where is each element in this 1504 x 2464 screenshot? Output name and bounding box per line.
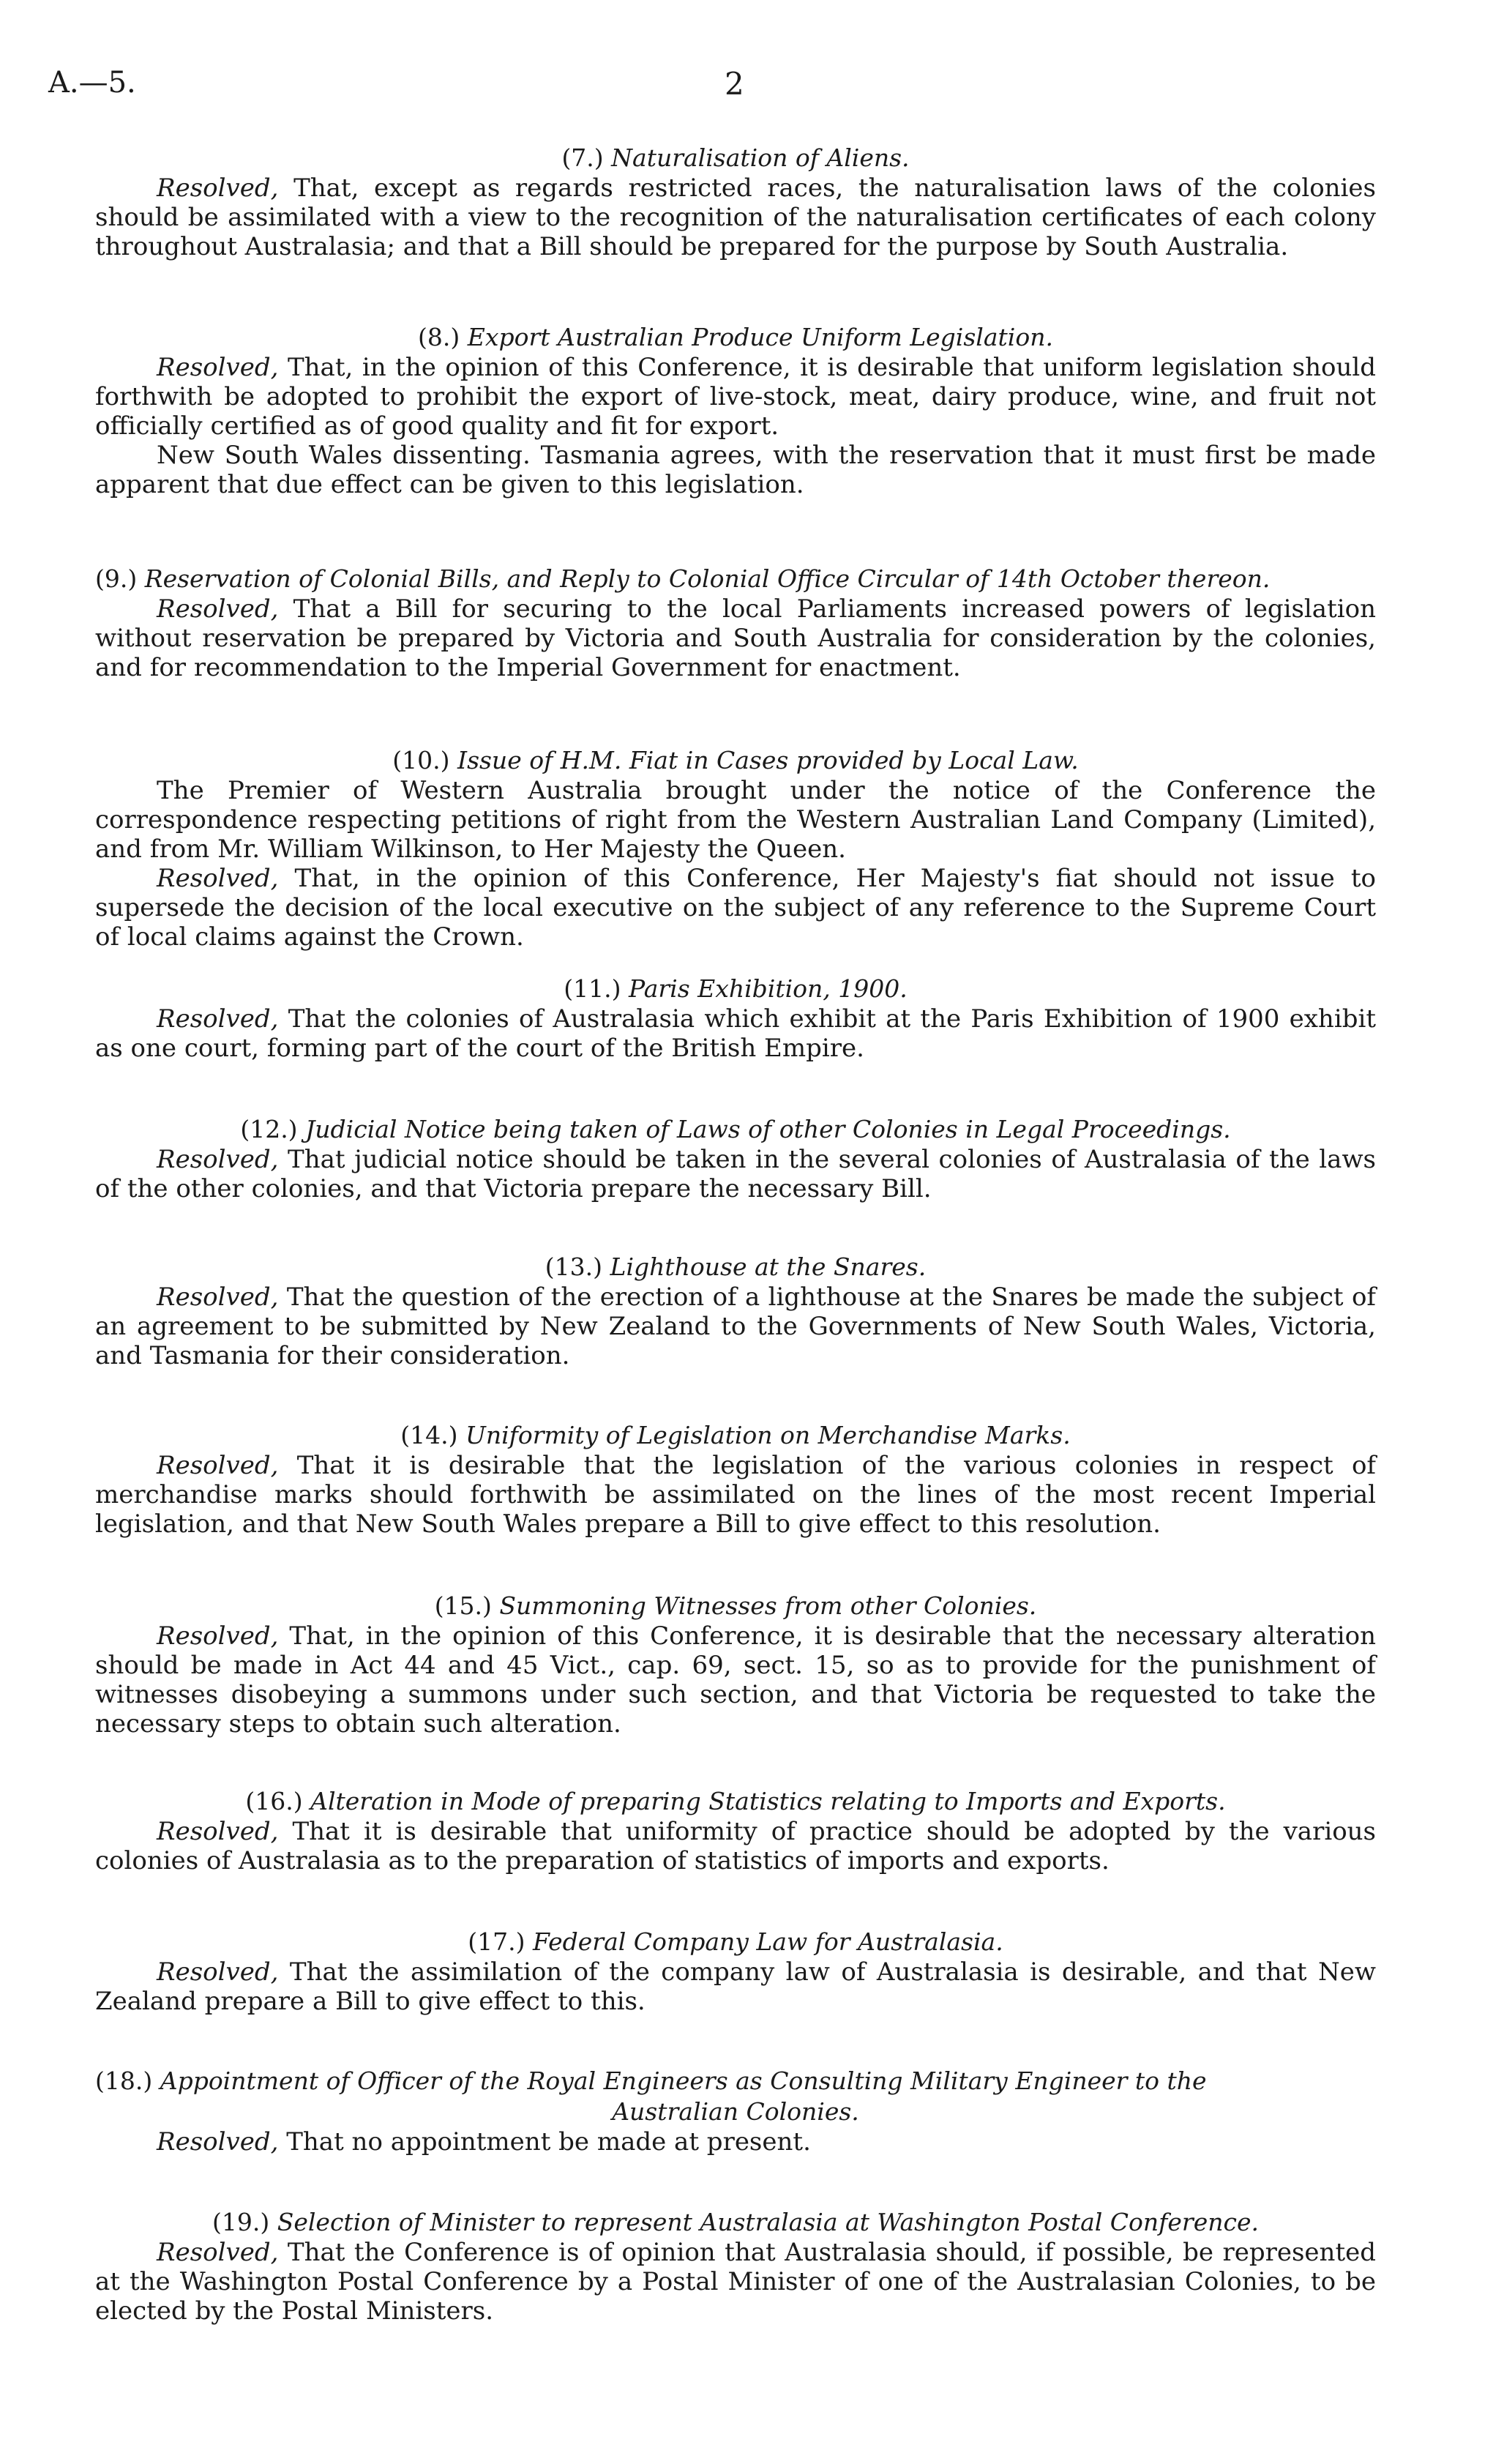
section-heading: (11.) Paris Exhibition, 1900. xyxy=(564,974,908,1003)
section-heading: (18.) Appointment of Officer of the Royal Engineers as Consulting Military Engineer to the xyxy=(95,2067,1207,2095)
section-summoning-witnesses xyxy=(95,1591,1376,1739)
section-export-produce xyxy=(95,322,1376,499)
section-paris-exhibition xyxy=(95,974,1376,1063)
section-heading: (10.) Issue of H.M. Fiat in Cases provided by Local Law. xyxy=(392,746,1079,774)
resolution-paragraph: Resolved, That the assimilation of the company law of Australasia is desirable, and that New Zealand prepare a Bill to give effect to this. xyxy=(95,1957,1377,2016)
section-heading: (17.) Federal Company Law for Australasia. xyxy=(468,1927,1003,1956)
section-heading: (8.) Export Australian Produce Uniform Legislation. xyxy=(418,323,1053,351)
resolution-paragraph: Resolved, That no appointment be made at present. xyxy=(157,2127,811,2157)
section-naturalisation xyxy=(95,143,1376,261)
page-number: 2 xyxy=(725,66,744,102)
resolution-paragraph: Resolved, That, in the opinion of this Conference, it is desirable that the necessary alteration should be made in Act 44 and 45 Vict., cap. 69, sect. 15, so as to provide for the punishment of witnesses disobeying a summons under such section, and that Victoria be requested to take the necessary steps to obtain such alteration. xyxy=(95,1621,1376,1739)
resolution-paragraph: Resolved, That the question of the erection of a lighthouse at the Snares be made the subject of an agreement to be submitted by New Zealand to the Governments of New South Wales, Victoria, and Tasmania for their consideration. xyxy=(95,1283,1376,1370)
resolution-paragraph: Resolved, That it is desirable that uniformity of practice should be adopted by the various colonies of Australasia as to the preparation of statistics of imports and exports. xyxy=(95,1817,1377,1875)
section-heading: (16.) Alteration in Mode of preparing Statistics relating to Imports and Exports. xyxy=(245,1787,1226,1815)
section-heading-continued: Australian Colonies. xyxy=(612,2097,859,2126)
section-heading: (14.) Uniformity of Legislation on Merchandise Marks. xyxy=(400,1421,1071,1449)
page-reference: A.—5. xyxy=(48,66,136,100)
resolution-paragraph: Resolved, That, in the opinion of this Conference, it is desirable that uniform legislation should forthwith be adopted to prohibit the export of live-stock, meat, dairy produce, wine, and fruit not officially certified as of good quality and fit for export. xyxy=(95,353,1377,441)
section-heading: (9.) Reservation of Colonial Bills, and Reply to Colonial Office Circular of 14th October thereon. xyxy=(95,564,1271,593)
section-washington-postal xyxy=(95,2207,1376,2326)
section-lighthouse xyxy=(95,1252,1376,1370)
resolution-paragraph: Resolved, That the Conference is of opinion that Australasia should, if possible, be represented at the Washington Postal Conference by a Postal Minister of one of the Australasian Colonies, to be elected by the Postal Ministers. xyxy=(95,2238,1377,2326)
resolution-paragraph: Resolved, That, in the opinion of this Conference, Her Majesty's fiat should not issue to supersede the decision of the local executive on the subject of any reference to the Supreme Court of local claims against the Crown. xyxy=(95,864,1376,952)
section-heading: (15.) Summoning Witnesses from other Colonies. xyxy=(434,1591,1037,1620)
section-colonial-bills xyxy=(95,564,1376,682)
section-heading: (19.) Selection of Minister to represent Australasia at Washington Postal Conference. xyxy=(212,2208,1259,2236)
statement-paragraph: The Premier of Western Australia brought under the notice of the Conference the correspondence respecting petitions of right from the Western Australian Land Company (Limited), and from Mr. William Wilkinson, to Her Majesty the Queen. xyxy=(95,776,1376,864)
section-company-law xyxy=(95,1927,1376,2016)
section-judicial-notice xyxy=(95,1114,1376,1203)
section-heading: (13.) Lighthouse at the Snares. xyxy=(545,1252,927,1281)
resolution-paragraph: Resolved, That it is desirable that the legislation of the various colonies in respect of merchandise marks should forthwith be assimilated on the lines of the most recent Imperial legislation, and that New South Wales prepare a Bill to give effect to this resolution. xyxy=(95,1451,1376,1539)
note-paragraph: New South Wales dissenting. Tasmania agrees, with the reservation that it must first be made apparent that due effect can be given to this legislation. xyxy=(95,441,1376,499)
section-royal-engineers xyxy=(95,2066,1376,2157)
section-heading: (12.) Judicial Notice being taken of Laws of other Colonies in Legal Proceedings. xyxy=(240,1115,1231,1143)
section-hm-fiat xyxy=(95,745,1376,952)
section-heading: (7.) Naturalisation of Aliens. xyxy=(561,143,910,172)
section-merchandise-marks xyxy=(95,1420,1376,1539)
resolution-paragraph: Resolved, That judicial notice should be taken in the several colonies of Australasia of the laws of the other colonies, and that Victoria prepare the necessary Bill. xyxy=(95,1145,1376,1203)
section-statistics xyxy=(95,1786,1376,1875)
resolution-paragraph: Resolved, That the colonies of Australasia which exhibit at the Paris Exhibition of 1900 exhibit as one court, forming part of the court of the British Empire. xyxy=(95,1004,1377,1063)
resolution-paragraph: Resolved, That, except as regards restricted races, the naturalisation laws of the colonies should be assimilated with a view to the recognition of the naturalisation certificates of each colony throughout Australasia; and that a Bill should be prepared for the purpose by South Australia. xyxy=(95,173,1377,261)
resolution-paragraph: Resolved, That a Bill for securing to the local Parliaments increased powers of legislation without reservation be prepared by Victoria and South Australia for consideration by the colonies, and for recommendation to the Imperial Government for enactment. xyxy=(95,594,1376,682)
